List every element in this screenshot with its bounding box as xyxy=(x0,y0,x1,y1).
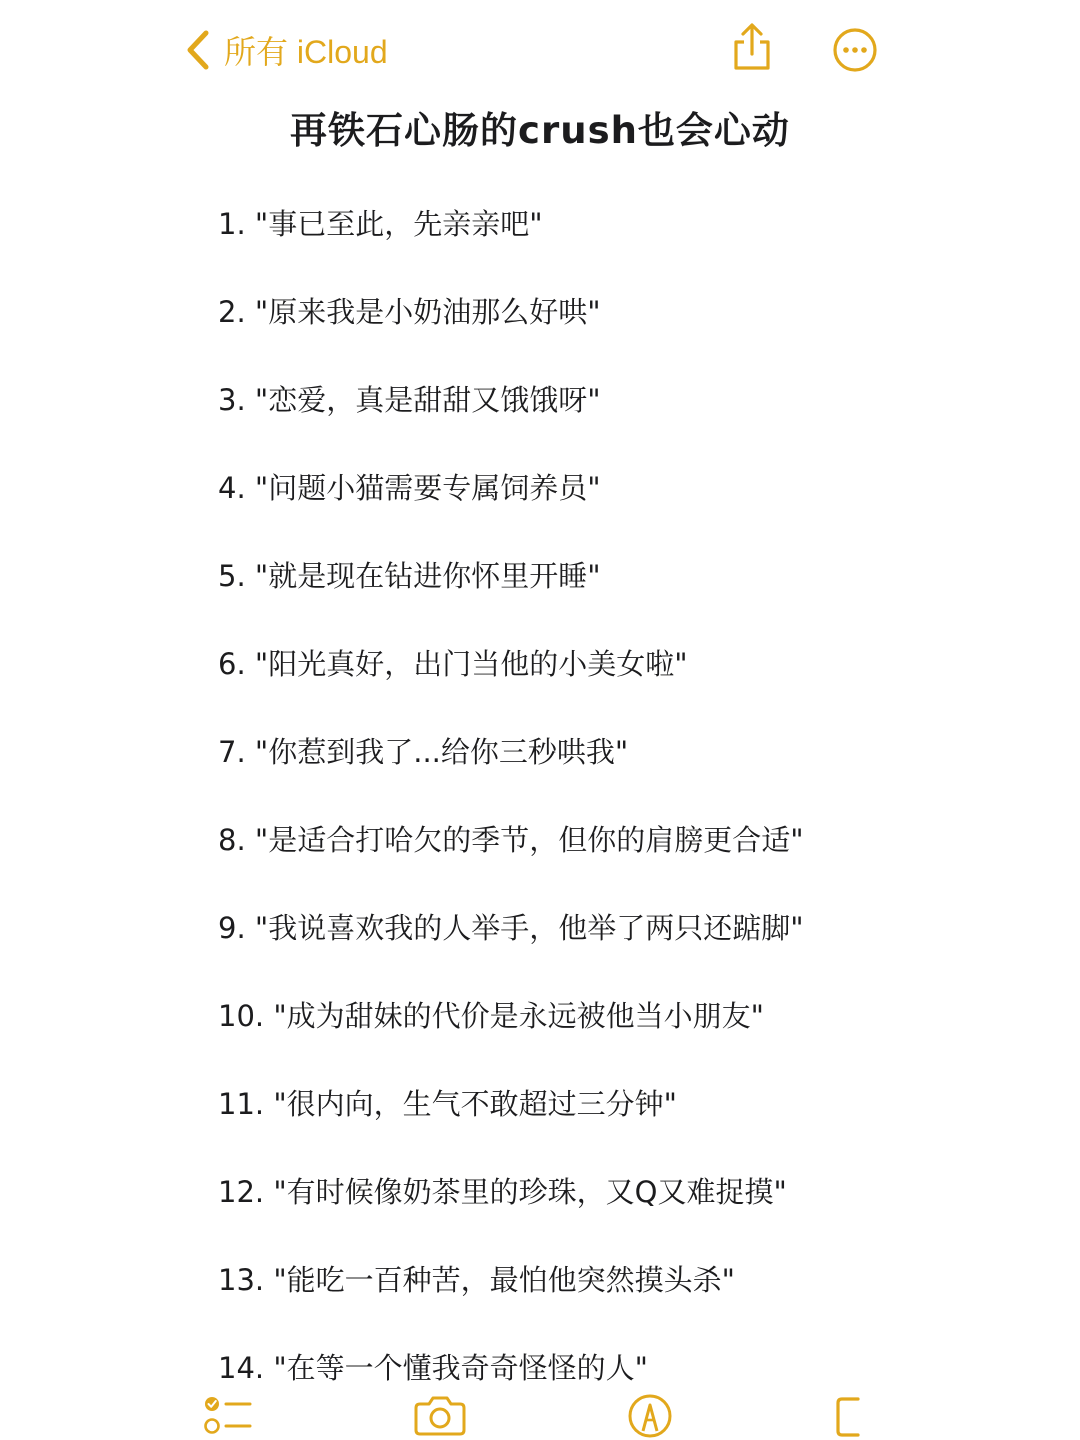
list-item: 9. "我说喜欢我的人举手，他举了两只还踮脚" xyxy=(218,911,804,945)
list-item: 11. "很内向，生气不敢超过三分钟" xyxy=(218,1087,678,1121)
list-item: 14. "在等一个懂我奇奇怪怪的人" xyxy=(218,1351,649,1385)
list-item: 13. "能吃一百种苦，最怕他突然摸头杀" xyxy=(218,1263,736,1297)
ellipsis-circle-icon[interactable] xyxy=(832,27,878,73)
markup-pen-icon[interactable] xyxy=(627,1393,673,1439)
list-item: 5. "就是现在钻进你怀里开睡" xyxy=(218,559,601,593)
share-icon[interactable] xyxy=(730,22,774,72)
list-item: 8. "是适合打哈欠的季节，但你的肩膀更合适" xyxy=(218,823,804,857)
list-item: 12. "有时候像奶茶里的珍珠，又Q又难捉摸" xyxy=(218,1175,787,1209)
back-button[interactable] xyxy=(186,26,388,74)
list-item: 1. "事已至此，先亲亲吧" xyxy=(218,207,543,241)
list-item: 10. "成为甜妹的代价是永远被他当小朋友" xyxy=(218,999,765,1033)
back-label: 所有 iCloud xyxy=(224,34,388,70)
camera-icon[interactable] xyxy=(414,1394,466,1436)
list-item: 2. "原来我是小奶油那么好哄" xyxy=(218,295,601,329)
list-item: 3. "恋爱，真是甜甜又饿饿呀" xyxy=(218,383,601,417)
note-body[interactable] xyxy=(218,196,998,1385)
checklist-icon[interactable] xyxy=(204,1394,252,1436)
list-item: 6. "阳光真好，出门当他的小美女啦" xyxy=(218,647,688,681)
list-item: 4. "问题小猫需要专属饲养员" xyxy=(218,471,601,505)
note-title[interactable]: 再铁石心肠的crush也会心动 xyxy=(290,109,790,152)
chevron-left-icon xyxy=(186,30,210,70)
compose-icon[interactable] xyxy=(834,1396,864,1438)
list-item: 7. "你惹到我了...给你三秒哄我" xyxy=(218,735,629,769)
